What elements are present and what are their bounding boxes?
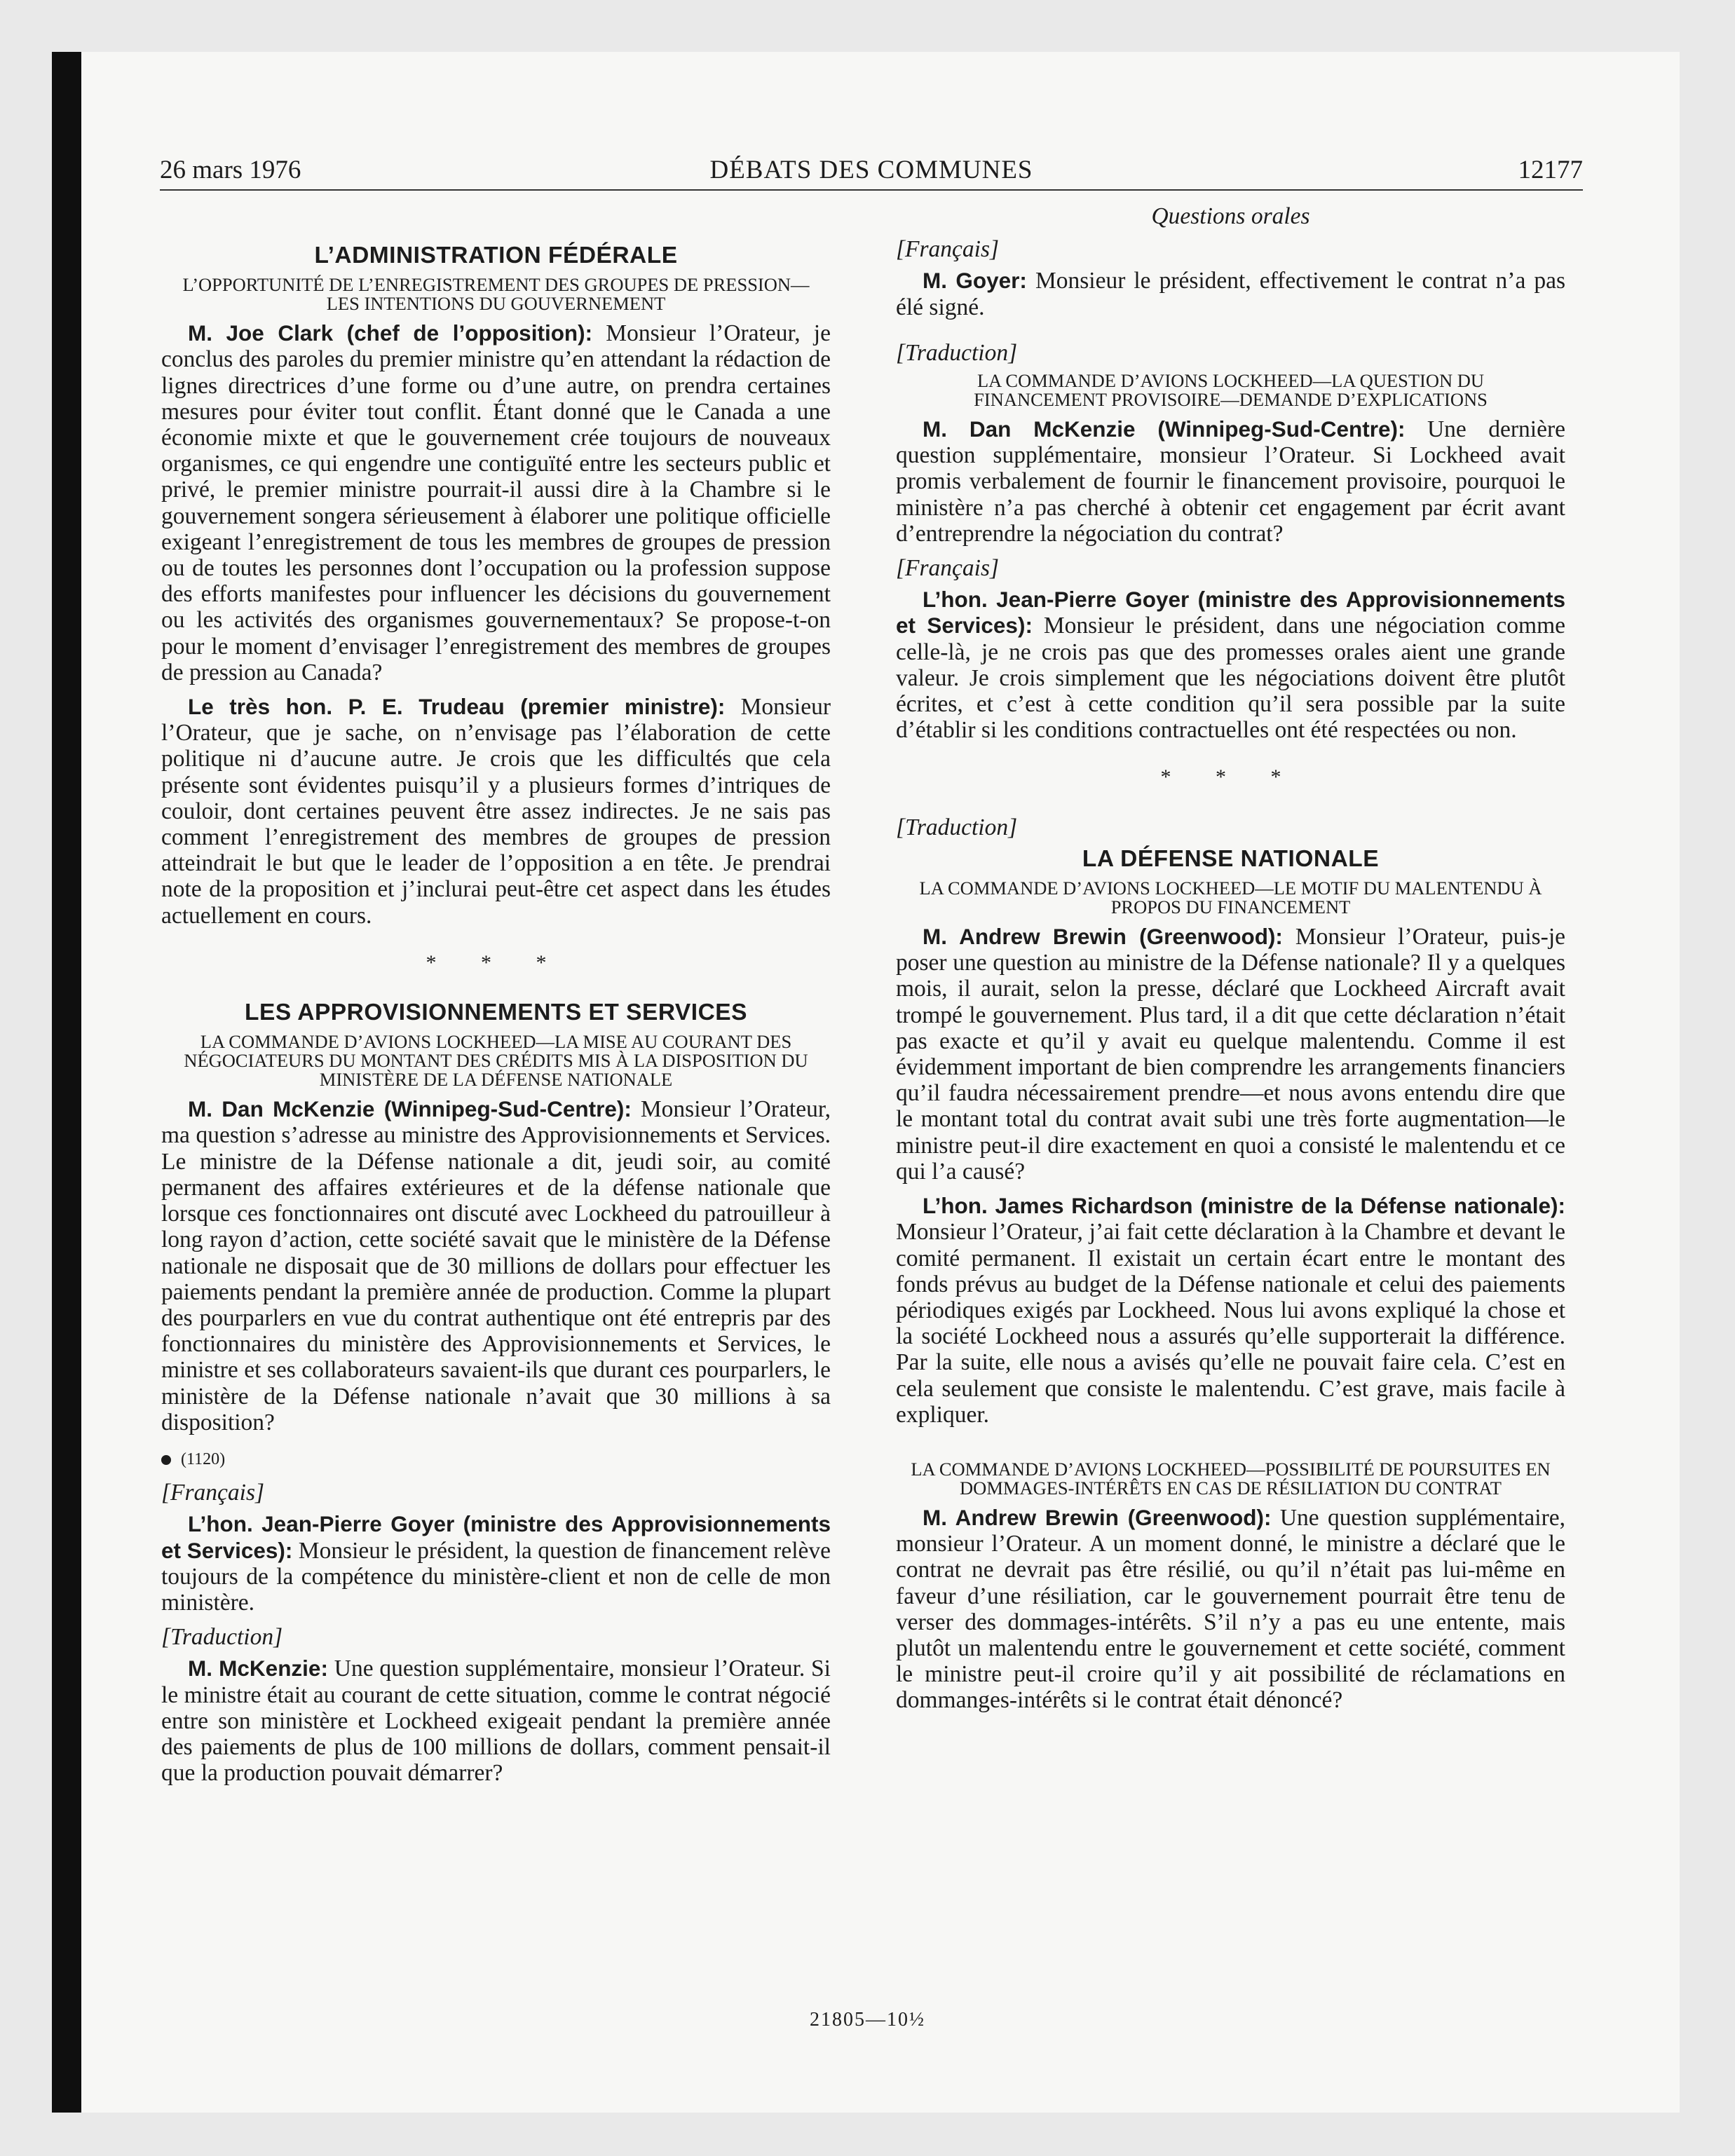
left-column — [161, 207, 831, 1794]
section-subtitle: LA COMMANDE D’AVIONS LOCKHEED—POSSIBILITÉ DE POURSUITES EN DOMMAGES-INTÉRÊTS EN CAS DE RÉSILIATION DU CONTRAT — [911, 1458, 1551, 1499]
speech-paragraph — [161, 1096, 831, 1435]
section-subtitle: LA COMMANDE D’AVIONS LOCKHEED—LA QUESTION DU FINANCEMENT PROVISOIRE—DEMANDE D’EXPLICATIONS — [974, 370, 1488, 411]
speech-text: Une dernière question supplémentaire, monsieur l’Orateur. Si Lockheed avait promis verbalement de fournir le financement provisoire, pourquoi le ministère n’a pas cherché à obtenir cet engagement par écrit avant d’entreprendre la négociation du contrat? — [896, 416, 1566, 547]
language-tag: [Traduction] — [896, 814, 1018, 840]
language-tag: [Français] — [896, 555, 1000, 582]
section-separator: * * * — [426, 950, 566, 974]
section-subtitle: L’OPPORTUNITÉ DE L’ENREGISTREMENT DES GROUPES DE PRESSION—LES INTENTIONS DU GOUVERNEMENT — [182, 274, 810, 315]
speech-paragraph — [161, 694, 831, 929]
spacer — [896, 1436, 1565, 1460]
speaker-name: M. Andrew Brewin (Greenwood): — [923, 924, 1283, 950]
speaker-name: M. Dan McKenzie (Winnipeg-Sud-Centre): — [188, 1096, 632, 1122]
section-subtitle: LA COMMANDE D’AVIONS LOCKHEED—LE MOTIF DU MALENTENDU À PROPOS DU FINANCEMENT — [919, 878, 1542, 918]
speaker-name: M. Joe Clark (chef de l’opposition): — [188, 320, 593, 346]
speech-paragraph — [896, 924, 1565, 1185]
speech-text: Monsieur le président, effectivement le contrat n’a pas élé signé. — [896, 268, 1565, 320]
section-subtitle: LA COMMANDE D’AVIONS LOCKHEED—LA MISE AU COURANT DES NÉGOCIATEURS DU MONTANT DES CRÉDITS MIS À LA DISPOSITION DU MINISTÈRE DE LA DÉFENSE NATIONALE — [184, 1031, 808, 1091]
header-page-number: 12177 — [1518, 156, 1583, 184]
language-tag: [Traduction] — [161, 1624, 283, 1651]
speech-paragraph — [896, 587, 1565, 743]
speech-paragraph — [896, 268, 1565, 320]
language-tag: [Français] — [896, 236, 1000, 263]
speaker-name: Le très hon. P. E. Trudeau (premier ministre): — [188, 694, 726, 720]
speech-text: Monsieur le président, dans une négociation comme celle-là, je ne crois pas que des promesses orales aient une grande valeur. Je crois simplement que les négociations doivent être plutôt écrites, et c’est à cette condition qu’il sera possible par la suite d’établir si les conditions contractuelles ont été respectées ou non. — [896, 613, 1565, 744]
speech-text: Monsieur l’Orateur, puis-je poser une question au ministre de la Défense nationale? Il y a quelques mois, il aurait, selon la presse, déclaré que Lockheed Aircraft avait trompé le gouvernement. Plus tard, il a dit que cette déclaration n’était pas exacte et qu’il y avait eu quelque malentendu. Comme il est évidemment important de bien comprendre les arrangements financiers qu’il faudra nécessairement prendre—et nous avons entendu dire que le montant total du contrat avait subi une très forte augmentation—le ministre peut-il dire exactement en quoi a consisté le malentendu et ce qui l’a causé? — [896, 924, 1565, 1185]
speech-text: Monsieur l’Orateur, que je sache, on n’envisage pas l’élaboration de cette politique ni d’aucune autre. Je crois que les difficultés que cela présente sont évidentes puisqu’il y a plusieurs formes d’intriques de couloir, dont certaines peuvent être assez indirectes. Je ne sais pas comment l’enregistrement des membres de groupes de pression atteindrait le but que le leader de l’opposition a en tête. Je prendrai note de la proposition et j’inclurai peut-être cet aspect dans les études actuellement en cours. — [161, 694, 831, 929]
section-title: LES APPROVISIONNEMENTS ET SERVICES — [245, 999, 747, 1026]
speaker-name: M. Dan McKenzie (Winnipeg-Sud-Centre): — [923, 416, 1406, 442]
speech-text: Monsieur le président, la question de financement relève toujours de la compétence du ministère-client et non de celle de mon ministère. — [161, 1537, 831, 1616]
scan-edge-bar — [52, 52, 81, 2113]
speaker-name: M. Andrew Brewin (Greenwood): — [923, 1504, 1272, 1530]
language-tag: [Traduction] — [896, 339, 1018, 366]
time-marker-text: (1120) — [181, 1449, 226, 1468]
speaker-name: L’hon. Jean-Pierre Goyer (ministre des Approvisionnements et Services): — [896, 587, 1565, 639]
language-tag: [Français] — [161, 1480, 265, 1506]
speech-text: Monsieur l’Orateur, j’ai fait cette déclaration à la Chambre et devant le comité permanent. Il existait un certain écart entre le montant des fonds prévus au budget de la Défense nationale et celui des paiements périodiques exigés par Lockheed. Nous lui avons expliqué la chose et la société Lockheed nous a assurés qu’elle supporterait la différence. Par la suite, elle nous a avisés qu’elle ne pouvait faire cela. C’est en cela seulement que consiste le malentendu. C’est grave, mais facile à expliquer. — [896, 1219, 1565, 1428]
running-head: Questions orales — [1151, 203, 1310, 229]
speech-text: Monsieur l’Orateur, ma question s’adresse au ministre des Approvisionnements et Services. Le ministre de la Défense nationale a dit, jeudi soir, au comité permanent des affaires extérieures et de la défense nationale que lorsque ces fonctionnaires ont discuté avec Lockheed du patrouilleur à long rayon d’action, cette société savait que le ministère de la Défense nationale ne disposait que de 30 millions de dollars pour effectuer les paiements pendant la première année de production. Comme la plupart des pourparlers en vue du contrat authentique ont été entrepris par des fonctionnaires du ministère des Approvisionnements et Services, le ministre et ses collaborateurs savaient-ils que durant ces pourparlers, le ministère de la Défense nationale n’avait que 30 millions à sa disposition? — [161, 1096, 831, 1435]
right-column — [896, 203, 1566, 1722]
speech-text: Une question supplémentaire, monsieur l’Orateur. Si le ministre était au courant de cette situation, comme le contrat négocié entre son ministère et Lockheed exigeait pendant la première année des paiements de plus de 100 millions de dollars, comment pensait-il que la production pouvait démarrer? — [161, 1656, 831, 1787]
speaker-name: L’hon. James Richardson (ministre de la Défense nationale): — [923, 1193, 1565, 1219]
speech-paragraph — [161, 1656, 831, 1786]
speech-paragraph — [896, 1193, 1565, 1428]
header-title: DÉBATS DES COMMUNES — [709, 156, 1033, 184]
speech-paragraph — [896, 416, 1565, 547]
speech-text: Monsieur l’Orateur, je conclus des paroles du premier ministre qu’en attendant la rédaction de lignes directrices d’une forme ou d’une autre, on prendra certaines mesures pour éviter tout conflit. Étant donné que le Canada a une économie mixte et que le gouvernement crée toujours de nouveaux organismes, ce qui engendre une contiguïté entre les secteurs public et privé, le premier ministre pourrait-il aussi dire à la Chambre si le gouvernement songera sérieusement à élaborer une politique officielle exigeant l’enregistrement de tous les membres de groupes de pression ou de toutes les personnes dont l’occupation ou la profession suppose des efforts manifestes pour influencer les décisions du gouvernement ou les activités des organismes gouvernementaux? Se propose-t-on pour le moment d’envisager l’enregistrement des membres de groupes de pression au Canada? — [161, 320, 831, 685]
speech-paragraph — [161, 320, 831, 685]
time-marker — [161, 1447, 831, 1473]
speech-text: Une question supplémentaire, monsieur l’Orateur. A un moment donné, le ministre a déclaré que le contrat ne devrait pas être résilié, ou qu’il n’était pas lui-même en faveur d’une résiliation, car le gouvernement pourrait être tenu de verser des dommages-intérêts. S’il n’y a pas eu une entente, mais plutôt un malentendu entre le gouvernement et cette société, comment le ministre peut-il croire qu’il y ait possibilité de réclamations en dommanges-intérêts si le contrat était dénoncé? — [896, 1504, 1566, 1714]
bullet-dot-icon — [161, 1455, 171, 1465]
section-title: LA DÉFENSE NATIONALE — [1082, 845, 1380, 872]
speaker-name: M. Goyer: — [923, 268, 1027, 294]
speaker-name: M. McKenzie: — [188, 1656, 328, 1681]
header-date: 26 mars 1976 — [160, 156, 301, 184]
section-title: L’ADMINISTRATION FÉDÉRALE — [314, 243, 678, 268]
speaker-name: L’hon. Jean-Pierre Goyer (ministre des Approvisionnements et Services): — [161, 1511, 831, 1563]
speech-paragraph — [896, 1505, 1565, 1714]
speech-paragraph — [161, 1511, 831, 1616]
section-separator: * * * — [1160, 765, 1301, 789]
page-footer-code: 21805—10½ — [810, 2009, 925, 2031]
page-header — [160, 156, 1583, 191]
